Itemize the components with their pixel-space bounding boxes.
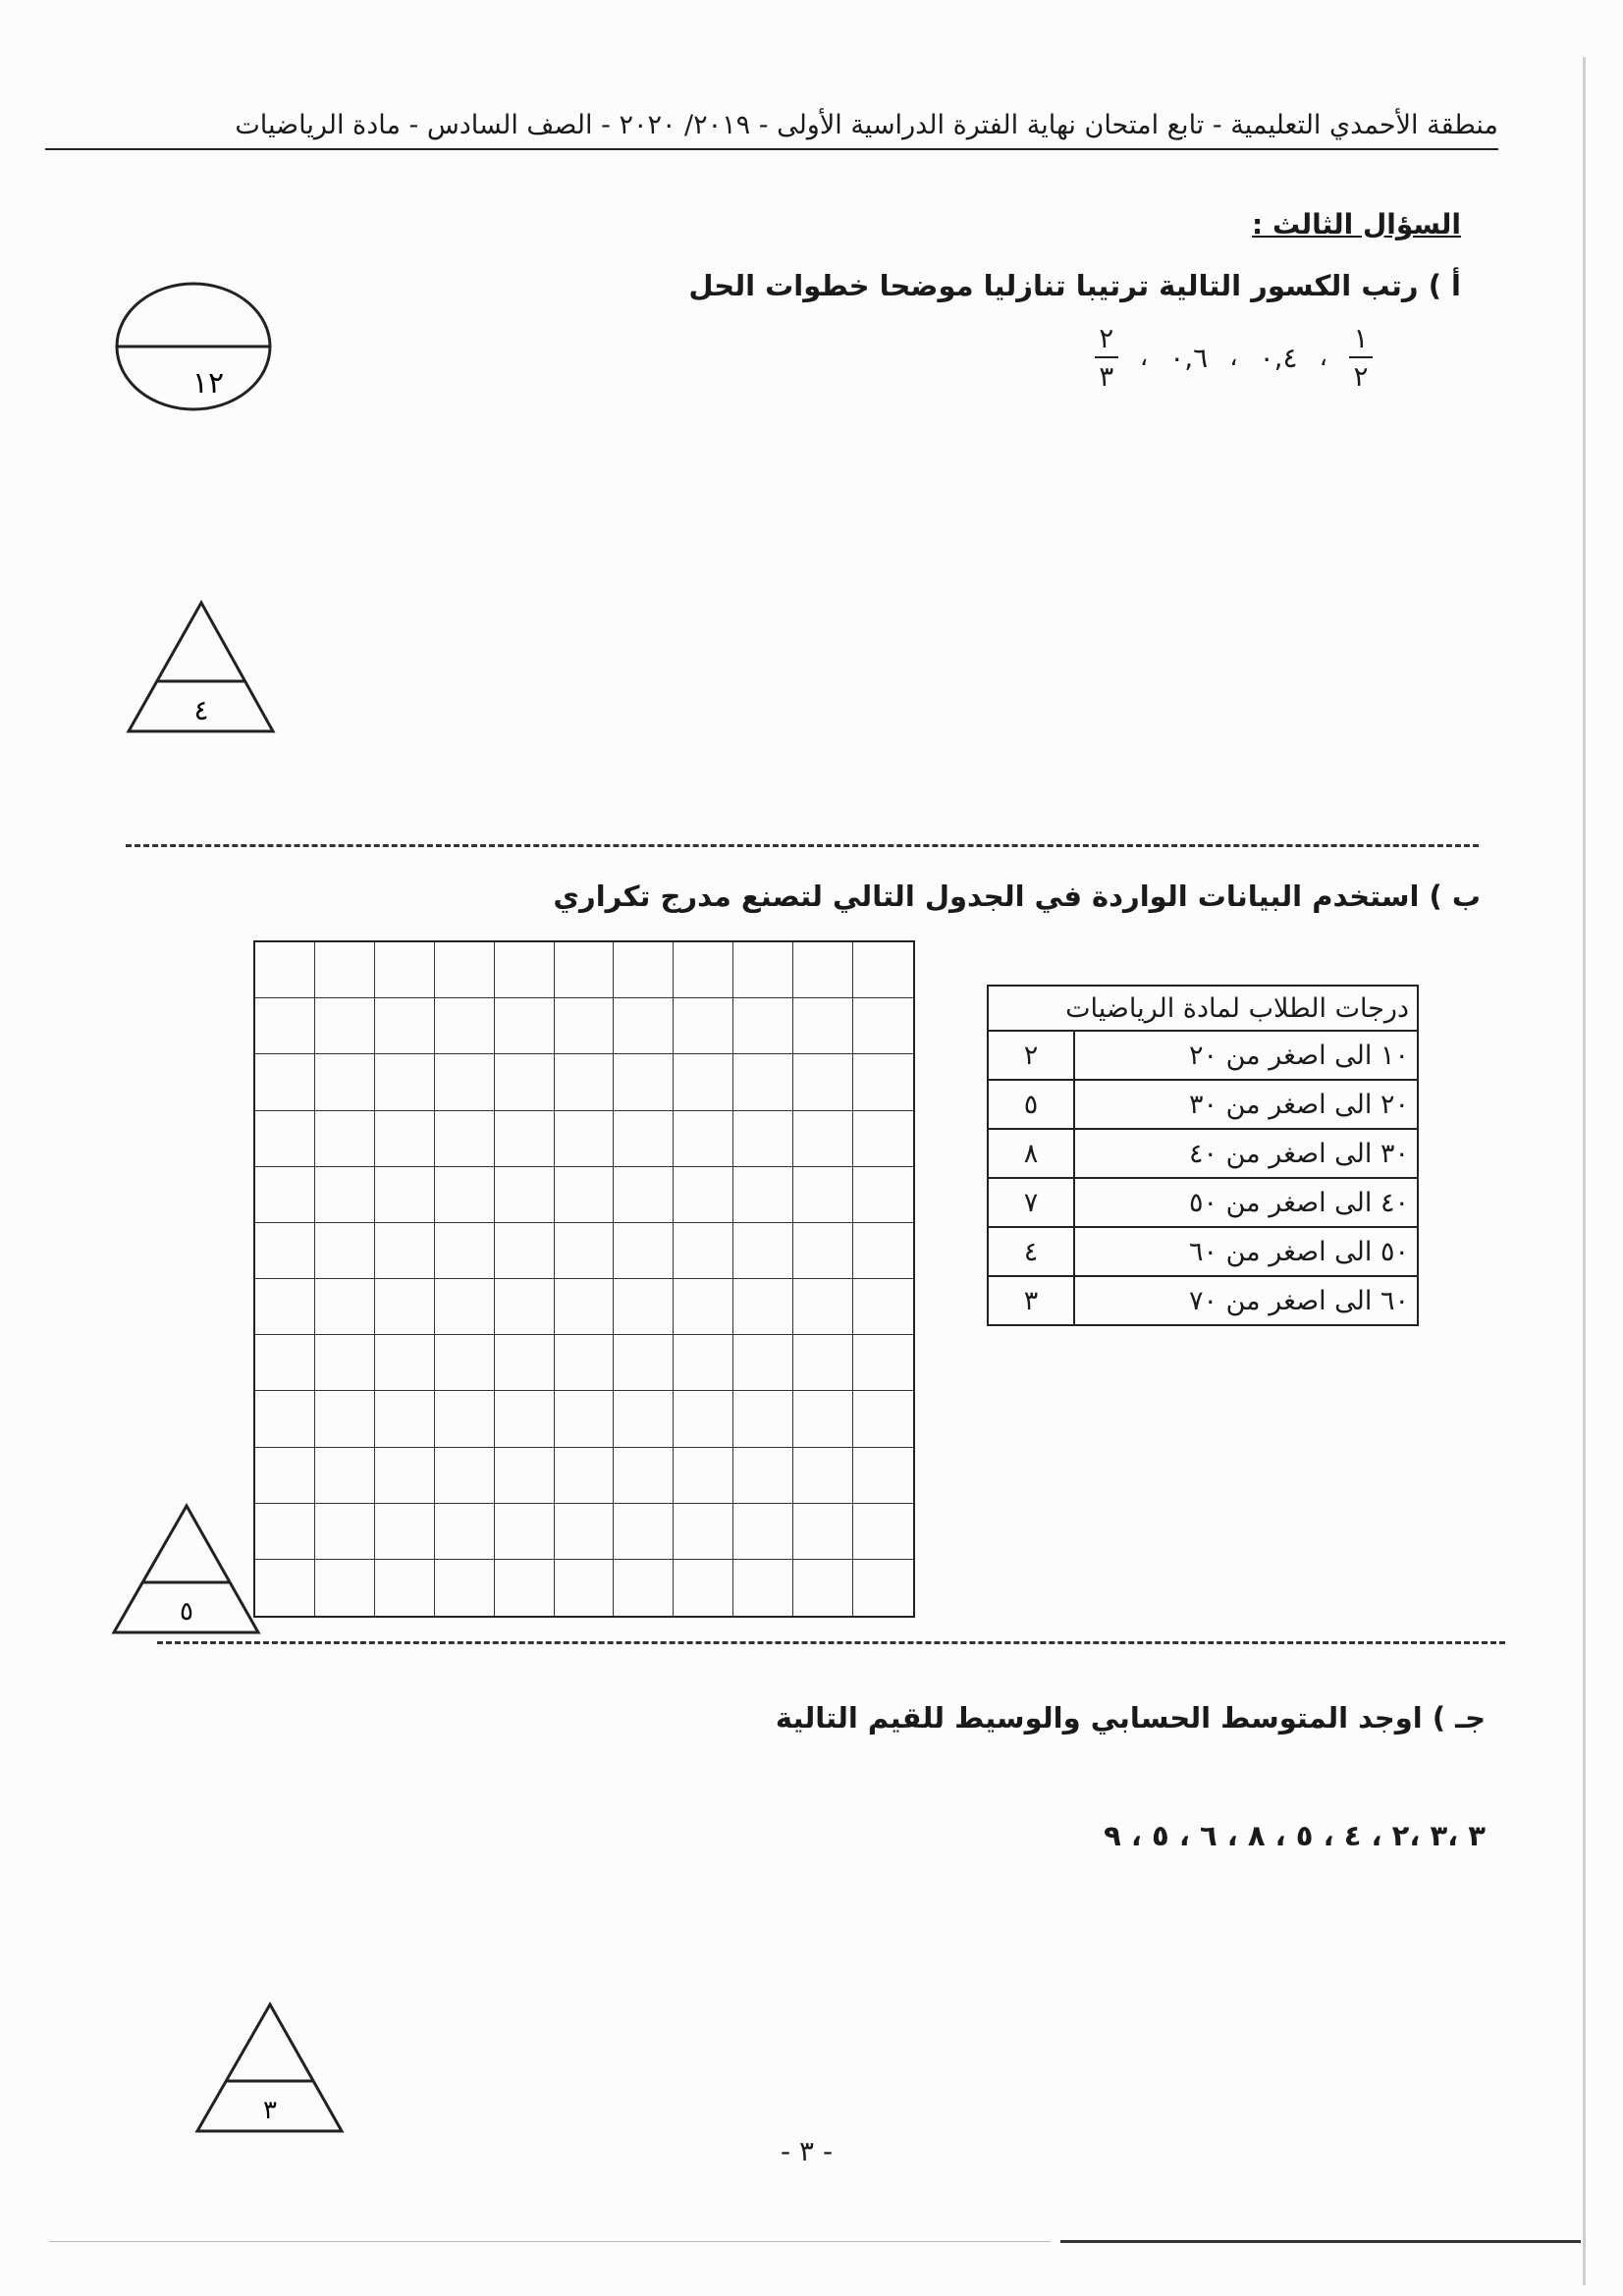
grid-cell[interactable] (315, 998, 375, 1054)
grid-cell[interactable] (555, 1560, 615, 1616)
bottom-rule-faint (49, 2241, 1051, 2242)
range-cell: ١٠ الى اصغر من ٢٠ (1074, 1031, 1418, 1080)
grid-cell[interactable] (793, 1560, 853, 1616)
grid-cell[interactable] (375, 1560, 435, 1616)
grid-cell[interactable] (495, 1279, 555, 1335)
grid-cell[interactable] (495, 1448, 555, 1504)
grid-cell[interactable] (853, 1335, 913, 1391)
table-row (988, 1031, 1418, 1080)
grid-cell[interactable] (315, 1223, 375, 1279)
grid-cell[interactable] (733, 1504, 793, 1560)
grid-cell[interactable] (255, 1223, 315, 1279)
part-a-score-triangle (123, 597, 280, 736)
grid-cell[interactable] (674, 1223, 733, 1279)
grid-cell[interactable] (435, 1167, 495, 1223)
grid-cell[interactable] (315, 942, 375, 998)
fraction-numerator: ١ (1353, 322, 1369, 354)
grid-cell[interactable] (853, 1223, 913, 1279)
fraction-numerator: ٢ (1099, 322, 1114, 354)
table-row (988, 1227, 1418, 1276)
grid-cell[interactable] (255, 1279, 315, 1335)
part-a-instruction: أ ) رتب الكسور التالية ترتيبا تنازليا موضحا خطوات الحل (688, 269, 1461, 302)
separator: ، (1229, 343, 1238, 373)
range-cell: ٣٠ الى اصغر من ٤٠ (1074, 1129, 1418, 1178)
total-score-label: ١٢ (191, 366, 225, 400)
decimal-value: ٠,٦ (1169, 341, 1209, 374)
grid-cell[interactable] (674, 1279, 733, 1335)
grid-cell[interactable] (674, 1448, 733, 1504)
page-edge-line (1583, 57, 1586, 2285)
grid-cell[interactable] (495, 1054, 555, 1110)
grid-cell[interactable] (555, 1223, 615, 1279)
grid-cell[interactable] (853, 1167, 913, 1223)
grid-cell[interactable] (435, 998, 495, 1054)
grid-cell[interactable] (674, 1504, 733, 1560)
grid-cell[interactable] (255, 1335, 315, 1391)
grid-cell[interactable] (315, 1335, 375, 1391)
grid-cell[interactable] (435, 1223, 495, 1279)
grid-cell[interactable] (674, 1560, 733, 1616)
grid-cell[interactable] (614, 1223, 674, 1279)
grid-cell[interactable] (435, 1335, 495, 1391)
grid-cell[interactable] (614, 1560, 674, 1616)
grid-cell[interactable] (793, 1448, 853, 1504)
grid-cell[interactable] (435, 1560, 495, 1616)
separator: ، (1319, 343, 1327, 373)
grid-cell[interactable] (853, 998, 913, 1054)
grid-cell[interactable] (793, 1335, 853, 1391)
grid-cell[interactable] (255, 1054, 315, 1110)
decimal-value: ٠,٤ (1259, 341, 1298, 374)
total-score-circle (110, 273, 277, 420)
grid-cell[interactable] (555, 1391, 615, 1447)
grid-cell[interactable] (375, 1111, 435, 1167)
grid-cell[interactable] (733, 1448, 793, 1504)
fraction-denominator: ٣ (1099, 360, 1114, 394)
grid-cell[interactable] (495, 998, 555, 1054)
grid-cell[interactable] (793, 1054, 853, 1110)
grid-cell[interactable] (555, 1504, 615, 1560)
grid-cell[interactable] (555, 1448, 615, 1504)
grid-cell[interactable] (555, 1279, 615, 1335)
grid-cell[interactable] (255, 1111, 315, 1167)
grid-cell[interactable] (255, 942, 315, 998)
grid-cell[interactable] (315, 1391, 375, 1447)
histogram-grid[interactable] (253, 940, 915, 1618)
grid-cell[interactable] (495, 1335, 555, 1391)
count-cell: ٤ (988, 1227, 1074, 1276)
grid-cell[interactable] (435, 1054, 495, 1110)
section-divider (126, 844, 1479, 847)
grid-cell[interactable] (495, 942, 555, 998)
grid-cell[interactable] (614, 1167, 674, 1223)
grid-cell[interactable] (555, 1335, 615, 1391)
range-cell: ٤٠ الى اصغر من ٥٠ (1074, 1178, 1418, 1227)
grid-cell[interactable] (853, 1391, 913, 1447)
grid-cell[interactable] (733, 998, 793, 1054)
grid-cell[interactable] (853, 1054, 913, 1110)
grid-cell[interactable] (435, 1448, 495, 1504)
grid-cell[interactable] (495, 1167, 555, 1223)
grid-cell[interactable] (793, 1167, 853, 1223)
grid-cell[interactable] (614, 1279, 674, 1335)
grid-cell[interactable] (375, 998, 435, 1054)
grid-cell[interactable] (674, 1335, 733, 1391)
grid-cell[interactable] (614, 942, 674, 998)
grid-cell[interactable] (255, 998, 315, 1054)
grid-cell[interactable] (435, 1391, 495, 1447)
grid-cell[interactable] (674, 942, 733, 998)
part-c-score-label: ٣ (263, 2096, 277, 2125)
grid-cell[interactable] (614, 1448, 674, 1504)
grid-cell[interactable] (375, 1279, 435, 1335)
fraction-two-thirds (1095, 324, 1118, 392)
grid-cell[interactable] (255, 1448, 315, 1504)
fraction-bar (1095, 356, 1118, 358)
grid-cell[interactable] (674, 1167, 733, 1223)
grid-cell[interactable] (853, 1560, 913, 1616)
grid-cell[interactable] (555, 942, 615, 998)
grid-cell[interactable] (495, 1223, 555, 1279)
fractions-list (1095, 324, 1373, 392)
grid-cell[interactable] (853, 942, 913, 998)
grid-cell[interactable] (495, 1391, 555, 1447)
grid-cell[interactable] (614, 1111, 674, 1167)
grid-cell[interactable] (315, 1504, 375, 1560)
range-cell: ٦٠ الى اصغر من ٧٠ (1074, 1276, 1418, 1325)
grid-cell[interactable] (733, 1054, 793, 1110)
grid-cell[interactable] (555, 1167, 615, 1223)
grid-cell[interactable] (315, 1111, 375, 1167)
grid-cell[interactable] (375, 1167, 435, 1223)
grid-cell[interactable] (495, 1504, 555, 1560)
grid-cell[interactable] (435, 942, 495, 998)
grid-cell[interactable] (733, 1335, 793, 1391)
grid-cell[interactable] (375, 1504, 435, 1560)
table-row (988, 1178, 1418, 1227)
question-title: السؤال الثالث : (1252, 208, 1461, 240)
grid-cell[interactable] (793, 942, 853, 998)
grid-cell[interactable] (614, 998, 674, 1054)
grid-cell[interactable] (674, 1391, 733, 1447)
count-cell: ٧ (988, 1178, 1074, 1227)
part-c-instruction: جـ ) اوجد المتوسط الحسابي والوسيط للقيم التالية (775, 1701, 1486, 1735)
grid-cell[interactable] (555, 998, 615, 1054)
grid-cell[interactable] (614, 1054, 674, 1110)
table-row (988, 1080, 1418, 1129)
grid-cell[interactable] (674, 998, 733, 1054)
page-header: منطقة الأحمدي التعليمية - تابع امتحان نهاية الفترة الدراسية الأولى - ٢٠١٩/ ٢٠٢٠ - الصف السادس - مادة الرياضيات (45, 110, 1498, 150)
separator: ، (1139, 343, 1149, 373)
grid-cell[interactable] (255, 1391, 315, 1447)
part-b-instruction: ب ) استخدم البيانات الواردة في الجدول التالي لتصنع مدرج تكراري (553, 880, 1481, 913)
section-divider (157, 1641, 1505, 1644)
grid-cell[interactable] (255, 1167, 315, 1223)
grid-cell[interactable] (315, 1279, 375, 1335)
grid-cell[interactable] (733, 1279, 793, 1335)
count-cell: ٢ (988, 1031, 1074, 1080)
grid-cell[interactable] (733, 1560, 793, 1616)
grid-cell[interactable] (733, 1223, 793, 1279)
grid-cell[interactable] (495, 1111, 555, 1167)
range-cell: ٥٠ الى اصغر من ٦٠ (1074, 1227, 1418, 1276)
count-cell: ٣ (988, 1276, 1074, 1325)
grid-cell[interactable] (793, 1223, 853, 1279)
table-row (988, 1276, 1418, 1325)
grid-cell[interactable] (793, 1504, 853, 1560)
grid-cell[interactable] (315, 1167, 375, 1223)
grid-cell[interactable] (315, 1054, 375, 1110)
grid-cell[interactable] (793, 998, 853, 1054)
table-header: درجات الطلاب لمادة الرياضيات (988, 986, 1418, 1031)
grid-cell[interactable] (375, 1223, 435, 1279)
grid-cell[interactable] (315, 1560, 375, 1616)
grid-cell[interactable] (674, 1111, 733, 1167)
grid-cell[interactable] (375, 1448, 435, 1504)
frequency-table (987, 985, 1419, 1326)
grid-cell[interactable] (793, 1391, 853, 1447)
grid-cell[interactable] (853, 1504, 913, 1560)
page-number: - ٣ - (781, 2135, 834, 2167)
part-b-score-triangle (108, 1500, 265, 1637)
grid-cell[interactable] (375, 1054, 435, 1110)
fraction-denominator: ٢ (1353, 360, 1369, 394)
grid-cell[interactable] (733, 1111, 793, 1167)
grid-cell[interactable] (435, 1111, 495, 1167)
grid-cell[interactable] (793, 1279, 853, 1335)
grid-cell[interactable] (733, 942, 793, 998)
part-c-score-triangle (191, 1999, 349, 2136)
values-list: ٣ ،٣ ،٢ ، ٤ ، ٥ ، ٨ ، ٦ ، ٥ ، ٩ (1104, 1819, 1486, 1852)
grid-cell[interactable] (375, 1335, 435, 1391)
count-cell: ٥ (988, 1080, 1074, 1129)
range-cell: ٢٠ الى اصغر من ٣٠ (1074, 1080, 1418, 1129)
grid-cell[interactable] (853, 1279, 913, 1335)
grid-cell[interactable] (733, 1391, 793, 1447)
grid-cell[interactable] (495, 1560, 555, 1616)
bottom-rule (1060, 2240, 1581, 2243)
part-b-score-label: ٥ (180, 1597, 193, 1627)
grid-cell[interactable] (614, 1335, 674, 1391)
grid-cell[interactable] (733, 1167, 793, 1223)
grid-cell[interactable] (375, 942, 435, 998)
grid-cell[interactable] (853, 1448, 913, 1504)
grid-cell[interactable] (674, 1054, 733, 1110)
grid-cell[interactable] (315, 1448, 375, 1504)
table-row (988, 1129, 1418, 1178)
part-a-score-label: ٤ (193, 694, 209, 726)
grid-cell[interactable] (555, 1111, 615, 1167)
grid-cell[interactable] (435, 1504, 495, 1560)
grid-cell[interactable] (853, 1111, 913, 1167)
grid-cell[interactable] (793, 1111, 853, 1167)
grid-cell[interactable] (435, 1279, 495, 1335)
fraction-bar (1349, 356, 1373, 358)
grid-cell[interactable] (614, 1504, 674, 1560)
fraction-one-half (1349, 324, 1373, 392)
grid-cell[interactable] (614, 1391, 674, 1447)
grid-cell[interactable] (375, 1391, 435, 1447)
count-cell: ٨ (988, 1129, 1074, 1178)
grid-cell[interactable] (555, 1054, 615, 1110)
